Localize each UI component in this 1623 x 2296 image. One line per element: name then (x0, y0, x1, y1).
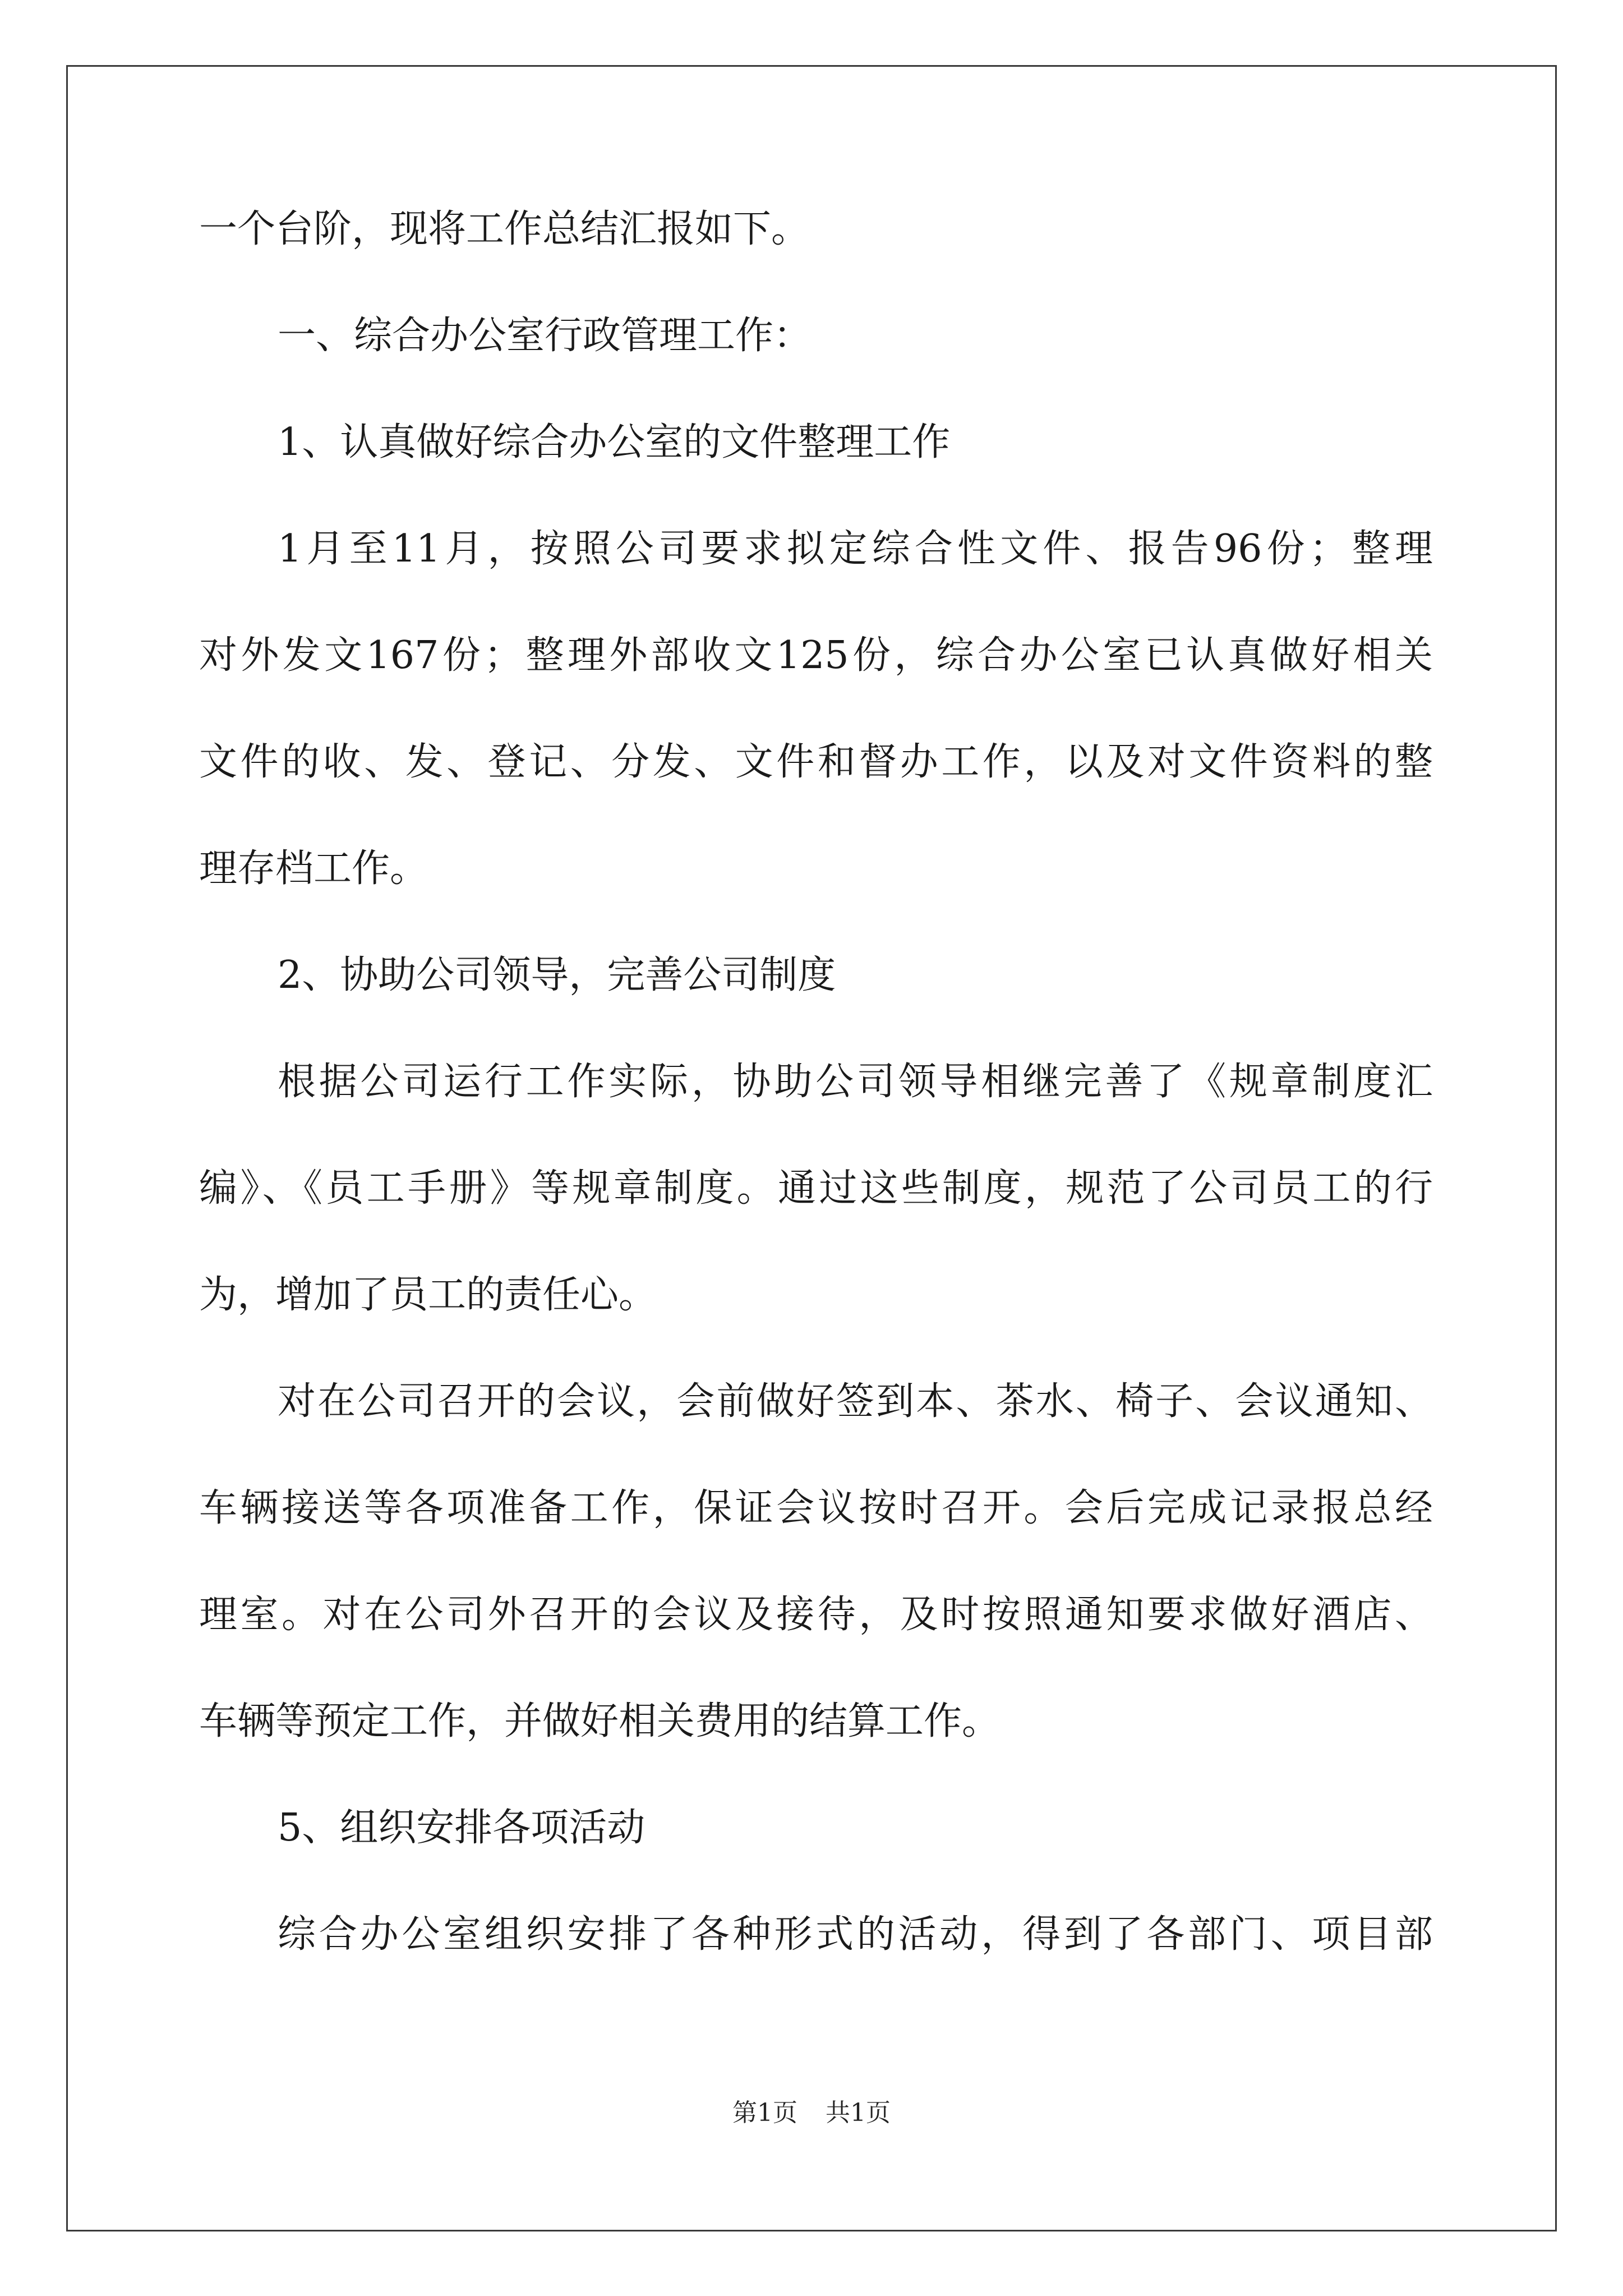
subheading-1: 1、认真做好综合办公室的文件整理工作 (278, 420, 951, 464)
page-number-current: 第1页 (732, 2099, 797, 2127)
text-line-4: 1月至11月，按照公司要求拟定综合性文件、报告96份；整理 (278, 527, 1433, 571)
text-line-9: 根据公司运行工作实际，协助公司领导相继完善了《规章制度汇 (278, 1060, 1433, 1104)
subheading-5: 5、组织安排各项活动 (278, 1806, 645, 1850)
section-heading-1: 一、综合办公室行政管理工作： (278, 314, 812, 358)
text-line-7: 理存档工作。 (199, 846, 428, 891)
text-line-13: 车辆接送等各项准备工作，保证会议按时召开。会后完成记录报总经 (199, 1486, 1433, 1530)
text-line-5: 对外发文167份；整理外部收文125份，综合办公室已认真做好相关 (199, 633, 1433, 678)
text-line-17: 综合办公室组织安排了各种形式的活动，得到了各部门、项目部 (278, 1912, 1433, 1957)
text-line-15: 车辆等预定工作，并做好相关费用的结算工作。 (199, 1699, 1000, 1743)
text-line-12: 对在公司召开的会议，会前做好签到本、茶水、椅子、会议通知、 (278, 1379, 1433, 1424)
subheading-2: 2、协助公司领导，完善公司制度 (278, 953, 836, 997)
text-line-10: 编》、《员工手册》等规章制度。通过这些制度，规范了公司员工的行 (199, 1166, 1433, 1211)
text-line-14: 理室。对在公司外召开的会议及接待，及时按照通知要求做好酒店、 (199, 1593, 1433, 1637)
text-line-11: 为，增加了员工的责任心。 (199, 1273, 657, 1317)
text-line-1: 一个台阶，现将工作总结汇报如下。 (199, 207, 810, 251)
page-footer (0, 2092, 1623, 2128)
page-border (66, 65, 1557, 2231)
text-line-6: 文件的收、发、登记、分发、文件和督办工作，以及对文件资料的整 (199, 740, 1433, 784)
page-number-total: 共1页 (826, 2099, 891, 2127)
